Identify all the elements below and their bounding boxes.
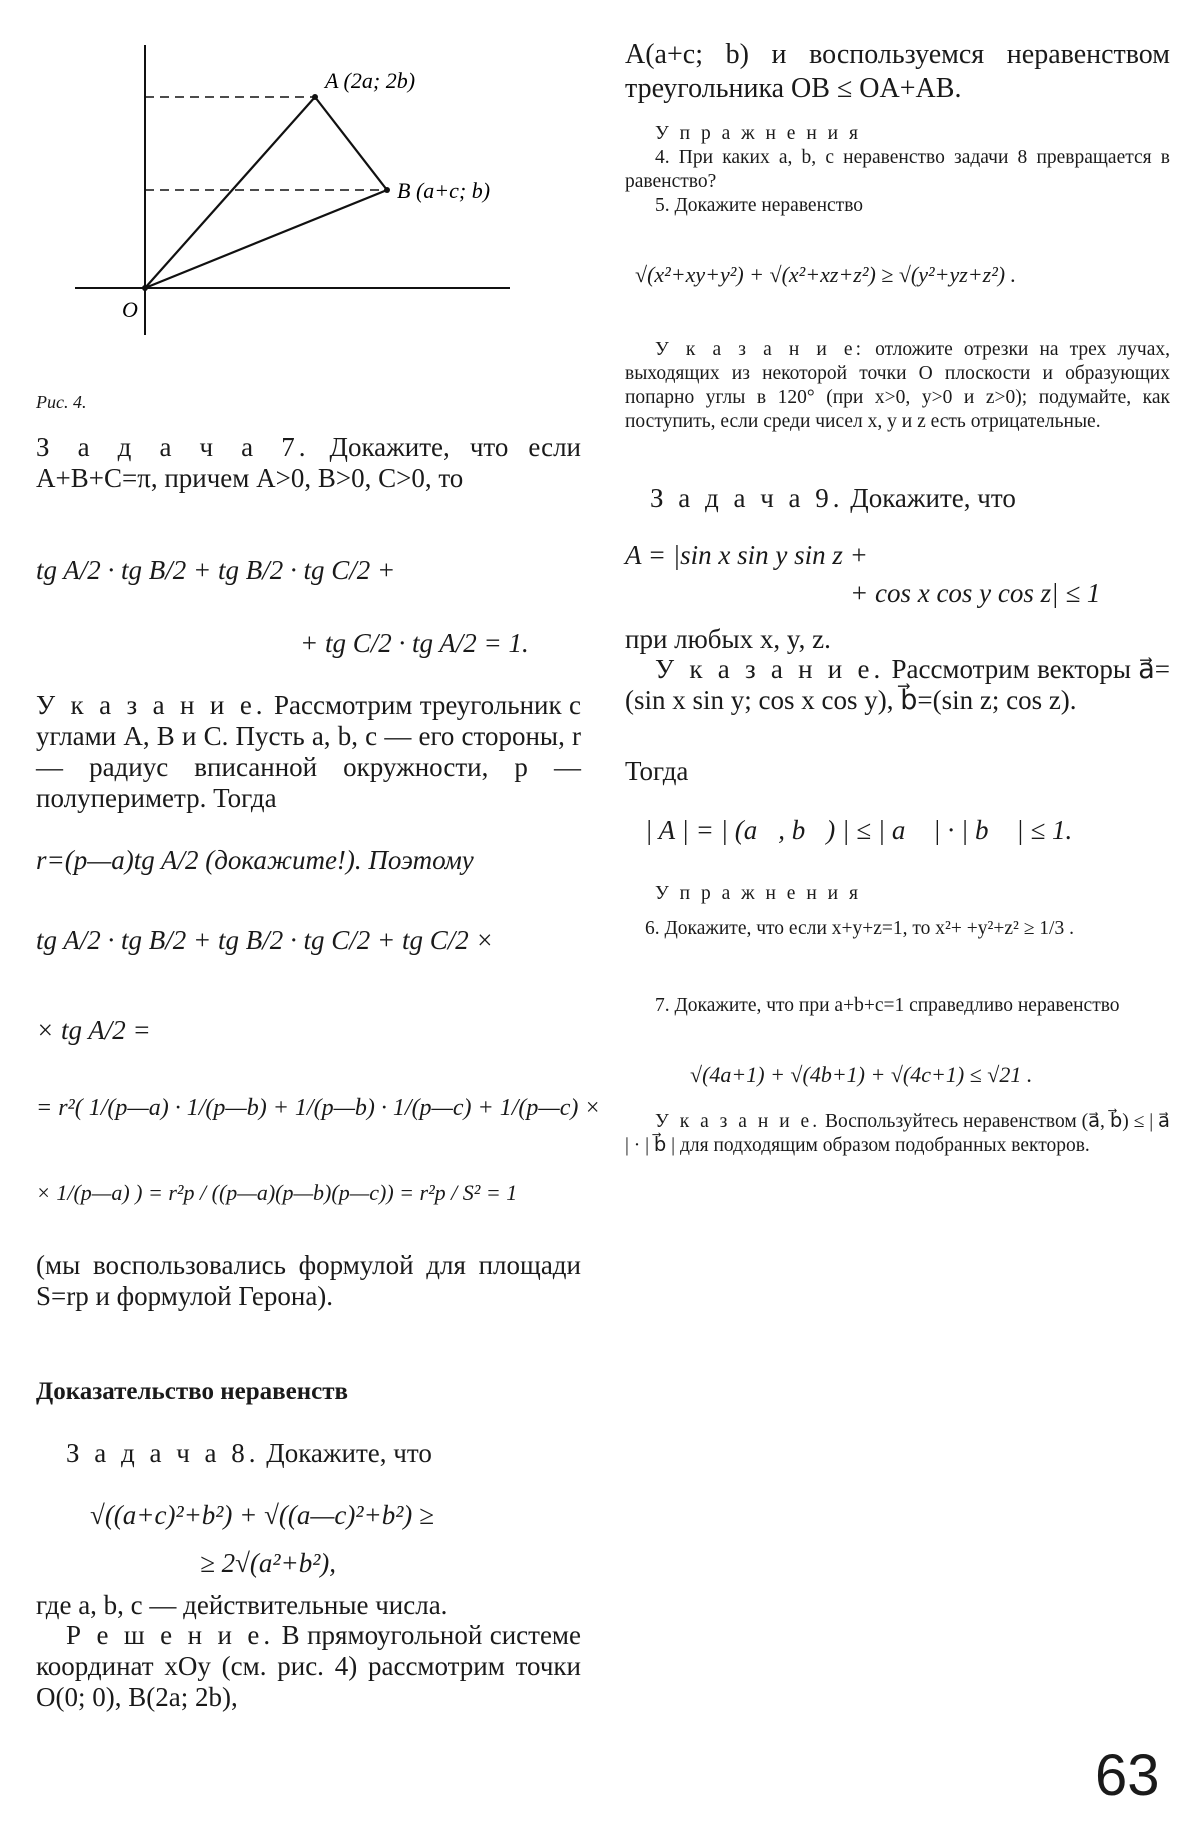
task7-chain3: = r²( 1/(p—a) · 1/(p—b) + 1/(p—b) · 1/(p—c) + 1/(p—c) × — [36, 1095, 601, 1121]
segment-AB — [315, 97, 387, 190]
section-title: Доказательство неравенств — [36, 1378, 348, 1405]
exercise-4: 4. При каких a, b, c неравенство задачи 8 превращается в равенство? — [625, 147, 1170, 192]
task7-formula-line2: + tg C/2 · tg A/2 = 1. — [300, 628, 529, 658]
task9-statement — [650, 483, 1170, 514]
task9-formula-line1: A = |sin x sin y sin z + — [625, 540, 868, 570]
exercise-7-hint — [625, 1110, 1170, 1158]
task7-text: Докажите, что если A+B+C=π, причем A>0, B>0, C>0, то — [36, 432, 581, 493]
task7-hint — [36, 690, 581, 814]
task8-head: З а д а ч а 8. — [66, 1438, 260, 1468]
label-B: B (a+c; b) — [397, 178, 491, 203]
page-number: 63 — [1095, 1743, 1160, 1808]
task8-text: Докажите, что — [266, 1438, 432, 1468]
task9-formula-line2: + cos x cos y cos z| ≤ 1 — [850, 578, 1101, 608]
task9-hint — [625, 654, 1170, 716]
task9-hint-head: У к а з а н и е. — [655, 654, 885, 684]
task7-hint-text: Рассмотрим треугольник с углами A, B и C. Пусть a, b, c — его стороны, r — радиус вписанной окружности, p — полупериметр. Тогда — [36, 690, 582, 813]
task9-hint-text: Рассмотрим векторы a⃗=(sin x sin y; cos x cos y), b⃗=(sin z; cos z). — [625, 654, 1171, 715]
task7-head: З а д а ч а 7. — [36, 432, 310, 462]
task8-solution-text: В прямоугольной системе координат xOy (см. рис. 4) рассмотрим точки O(0; 0), B(2a; 2b), — [36, 1620, 581, 1712]
task7-statement — [36, 432, 581, 494]
task9-any: при любых x, y, z. — [625, 624, 831, 654]
exercise-5-hint-head: У к а з а н и е: — [655, 339, 865, 360]
point-B — [384, 187, 390, 193]
exercises2-head: У п р а ж н е н и я — [655, 883, 861, 904]
task8-where: где a, b, c — действительные числа. — [36, 1590, 448, 1620]
task7-hint-head: У к а з а н и е. — [36, 690, 267, 720]
figure-4 — [60, 35, 530, 355]
exercise-7: 7. Докажите, что при a+b+c=1 справедливо неравенство — [655, 995, 1120, 1016]
segment-OB — [145, 190, 387, 288]
exercise-7-formula: √(4a+1) + √(4b+1) + √(4c+1) ≤ √21 . — [690, 1062, 1033, 1087]
task8-continuation: A(a+c; b) и воспользуемся неравенством треугольника OB ≤ OA+AB. — [625, 39, 1170, 104]
task8-statement — [66, 1438, 581, 1469]
exercise-5-hint-text: отложите отрезки на трех лучах, выходящих из некоторой точки O плоскости и образующих попарно углы в 120° (при x>0, y>0 и z>0); подумайте, как поступить, если среди чисел x, y и z есть отрицательные. — [625, 339, 1170, 432]
task7-chain1: tg A/2 · tg B/2 + tg B/2 · tg C/2 + tg C/2 × — [36, 925, 494, 955]
task8-solution — [36, 1620, 581, 1713]
exercise-5-formula: √(x²+xy+y²) + √(x²+xz+z²) ≥ √(y²+yz+z²) . — [635, 262, 1017, 287]
task9-vector-formula: | A | = | (a⃗, b⃗) | ≤ | a⃗ | · | b⃗ | ≤ 1. — [645, 815, 1073, 845]
point-A — [312, 94, 318, 100]
exercise-5: 5. Докажите неравенство — [655, 195, 864, 216]
label-O: O — [122, 297, 138, 322]
exercises1-head: У п р а ж н е н и я — [655, 123, 861, 144]
task9-head: З а д а ч а 9. — [650, 483, 844, 513]
exercise-6: 6. Докажите, что если x+y+z=1, то x²+ +y²+z² ≥ 1/3 . — [645, 918, 1074, 939]
figure-caption: Рис. 4. — [36, 392, 87, 412]
task9-then: Тогда — [625, 756, 689, 786]
task7-chain2: × tg A/2 = — [36, 1015, 151, 1045]
segment-OA — [145, 97, 315, 288]
task8-solution-head: Р е ш е н и е. — [66, 1620, 275, 1650]
task7-formula-line1: tg A/2 · tg B/2 + tg B/2 · tg C/2 + — [36, 555, 396, 585]
task7-chain4: × 1/(p—a) ) = r²p / ((p—a)(p—b)(p—c)) = r²p / S² = 1 — [36, 1180, 518, 1205]
task8-formula-line2: ≥ 2√(a²+b²), — [200, 1548, 337, 1578]
task7-r-formula: r=(p—a)tg A/2 (докажите!). Поэтому — [36, 845, 474, 875]
label-A: A (2a; 2b) — [325, 68, 416, 93]
task9-text: Докажите, что — [850, 483, 1016, 513]
coordinate-diagram — [60, 35, 530, 355]
exercise-5-hint — [625, 338, 1170, 434]
exercise-7-hint-head: У к а з а н и е. — [655, 1111, 821, 1132]
task7-closing: (мы воспользовались формулой для площади S=rp и формулой Герона). — [36, 1250, 581, 1311]
task8-formula-line1: √((a+c)²+b²) + √((a—c)²+b²) ≥ — [90, 1500, 434, 1530]
exercise-7-hint-text: Воспользуйтесь неравенством (a⃗, b⃗) ≤ | a⃗ | · | b⃗ | для подходящим образом подобранных векторов. — [625, 1111, 1170, 1156]
point-O — [142, 285, 148, 291]
